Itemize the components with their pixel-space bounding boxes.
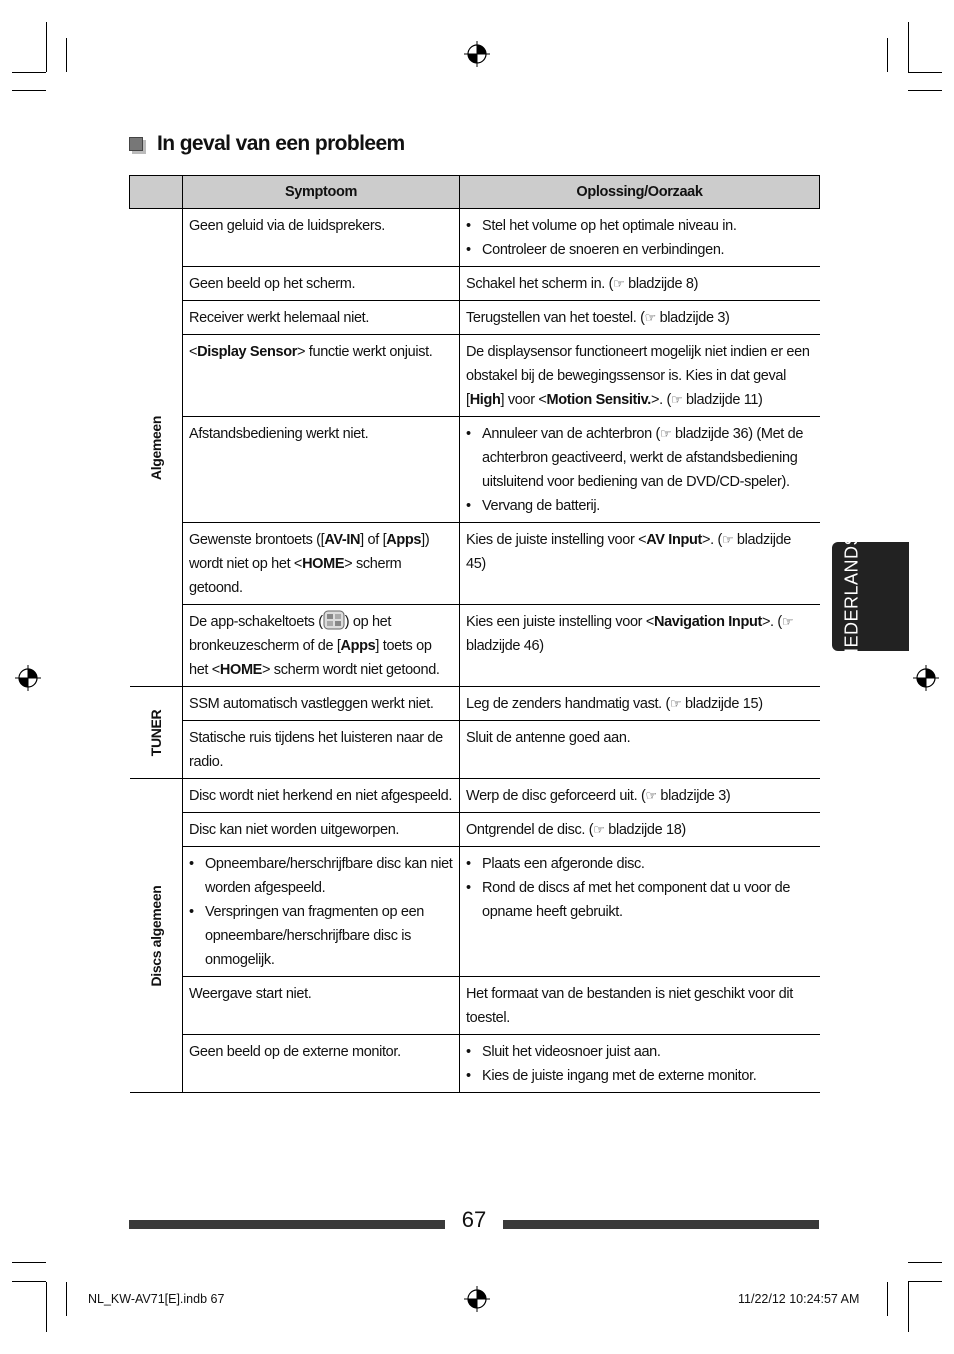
crop-mark (908, 72, 942, 73)
slug-timestamp: 11/22/12 10:24:57 AM (738, 1292, 860, 1306)
category-label: Discs algemeen (147, 885, 164, 986)
table-row (130, 417, 820, 523)
symptom-cell: SSM automatisch vastleggen werkt niet. (183, 687, 460, 721)
table-row (130, 209, 820, 267)
symptom-cell: Geen beeld op de externe monitor. (183, 1035, 460, 1093)
page-reference: bladzijde 45) (466, 532, 792, 572)
symptom-cell: Statische ruis tijdens het luisteren naar de radio. (183, 721, 460, 779)
registration-mark-icon (913, 665, 939, 691)
section-heading (129, 132, 405, 156)
page-reference: bladzijde 46) (466, 638, 544, 654)
symptom-cell (183, 605, 460, 687)
list-item: • Controleer de snoeren en verbindingen. (482, 238, 814, 262)
button-name: Apps (340, 638, 376, 654)
solution-text: Ontgrendel de disc. ( (466, 822, 594, 838)
table-row (130, 267, 820, 301)
solution-text: Schakel het scherm in. ( (466, 276, 614, 292)
crop-mark (46, 22, 47, 72)
page-reference-icon: ☞ (721, 532, 734, 547)
symptom-text: ] toets op het < (189, 638, 432, 678)
solution-text: Kies de juiste instelling voor < (466, 532, 647, 548)
table-row (130, 1035, 820, 1093)
list-item: • Opneembare/herschrijfbare disc kan niet worden afgespeeld. (205, 852, 453, 900)
symptom-text: ) op het bronkeuzescherm of de [ (189, 614, 392, 654)
category-general (130, 209, 183, 687)
registration-mark-icon (464, 1286, 490, 1312)
page-reference-icon: ☞ (593, 822, 605, 837)
language-tab-label (832, 532, 872, 661)
symptom-text: ]) wordt niet op het < (189, 532, 430, 572)
solution-text: >. ( (701, 532, 722, 548)
solution-text: Kies een juiste instelling voor < (466, 614, 654, 630)
category-label: Algemeen (147, 415, 164, 480)
table-row (130, 301, 820, 335)
page-reference: bladzijde 11) (682, 392, 763, 408)
registration-mark-icon (464, 41, 490, 67)
page-reference: bladzijde 3) (656, 788, 731, 804)
symptom-text: De app-schakeltoets ( (189, 614, 323, 630)
solution-text: De displaysensor functioneert mogelijk niet indien er een obstakel bij de bewegingssensor is. Kies in dat geval [ (466, 344, 810, 408)
solution-cell: Het formaat van de bestanden is niet geschikt voor dit toestel. (460, 977, 820, 1035)
setting-value: High (469, 392, 501, 408)
page-number: 67 (461, 1207, 487, 1232)
symptom-cell: Afstandsbediening werkt niet. (183, 417, 460, 523)
table-header-row (130, 176, 820, 209)
crop-mark (887, 38, 888, 72)
solution-cell (460, 1035, 820, 1093)
setting-name: Motion Sensitiv. (546, 392, 651, 408)
list-item: • Rond de discs af met het component dat u voor de opname heeft gebruikt. (482, 876, 814, 924)
table-corner (130, 176, 183, 209)
page-reference: bladzijde 18) (604, 822, 686, 838)
page-reference-icon: ☞ (613, 276, 625, 291)
page-reference-icon: ☞ (645, 788, 657, 803)
symptom-cell: Disc wordt niet herkend en niet afgespeeld. (183, 779, 460, 813)
page-reference-icon: ☞ (781, 614, 794, 629)
solution-cell (460, 335, 820, 417)
table-row (130, 605, 820, 687)
list-item: • Verspringen van fragmenten op een opneembare/herschrijfbare disc is onmogelijk. (205, 900, 453, 972)
solution-cell (460, 523, 820, 605)
symptom-text: > scherm getoond. (189, 556, 402, 596)
solution-cell (460, 687, 820, 721)
list-item: • Kies de juiste ingang met de externe monitor. (482, 1064, 814, 1088)
screen-name: HOME (302, 556, 345, 572)
section-title: In geval van een probleem (157, 132, 405, 155)
category-discs (130, 779, 183, 1093)
symptom-cell: Geen beeld op het scherm. (183, 267, 460, 301)
solution-text: Terugstellen van het toestel. ( (466, 310, 645, 326)
solution-cell (460, 267, 820, 301)
category-label: TUNER (147, 709, 164, 756)
page-reference-icon: ☞ (670, 696, 682, 711)
footer-bar-left (129, 1220, 445, 1229)
setting-name: Navigation Input (653, 614, 762, 630)
page-reference: bladzijde 8) (624, 276, 699, 292)
solution-text: Werp de disc geforceerd uit. ( (466, 788, 646, 804)
page-reference: bladzijde 15) (681, 696, 763, 712)
list-item: • Sluit het videosnoer juist aan. (482, 1040, 814, 1064)
crop-mark (908, 90, 942, 91)
crop-mark (12, 90, 46, 91)
page-reference-icon: ☞ (644, 310, 656, 325)
page-reference: bladzijde 3) (655, 310, 730, 326)
crop-mark (12, 72, 46, 73)
column-header-solution: Oplossing/Oorzaak (460, 176, 820, 209)
language-label: NEDERLANDS (841, 532, 862, 661)
table-row (130, 847, 820, 977)
crop-mark (12, 1281, 46, 1282)
solution-text: Leg de zenders handmatig vast. ( (466, 696, 671, 712)
button-name: Apps (386, 532, 422, 548)
troubleshooting-table (129, 175, 820, 1093)
symptom-cell: Geen geluid via de luidsprekers. (183, 209, 460, 267)
category-tuner (130, 687, 183, 779)
page-reference-icon: ☞ (670, 392, 683, 407)
solution-text: >. ( (650, 392, 671, 408)
screen-name: HOME (219, 662, 263, 678)
symptom-cell (183, 335, 460, 417)
symptom-text: > functie werkt onjuist. (297, 344, 433, 360)
crop-mark (908, 1262, 942, 1263)
symptom-text: < (189, 344, 198, 360)
symptom-text: > scherm wordt niet getoond. (262, 662, 440, 678)
solution-cell (460, 605, 820, 687)
crop-mark (908, 22, 909, 72)
solution-text: Annuleer van de achterbron ( (482, 426, 661, 442)
solution-cell (460, 417, 820, 523)
solution-cell (460, 813, 820, 847)
symptom-cell: Disc kan niet worden uitgeworpen. (183, 813, 460, 847)
slug-filename: NL_KW-AV71[E].indb 67 (88, 1292, 225, 1306)
button-name: AV-IN (324, 532, 361, 548)
setting-name: Display Sensor (197, 344, 297, 360)
list-item: • Plaats een afgeronde disc. (482, 852, 814, 876)
table-row (130, 335, 820, 417)
page-reference-icon: ☞ (660, 426, 672, 441)
footer-bar-right (503, 1220, 819, 1229)
table-row (130, 721, 820, 779)
table-row (130, 977, 820, 1035)
solution-text: ] voor < (500, 392, 547, 408)
crop-mark (46, 1282, 47, 1332)
crop-mark (908, 1281, 942, 1282)
app-switch-icon (323, 610, 345, 630)
symptom-cell: Weergave start niet. (183, 977, 460, 1035)
solution-cell (460, 779, 820, 813)
table-row (130, 779, 820, 813)
symptom-text: ] of [ (360, 532, 387, 548)
crop-mark (66, 1282, 67, 1316)
registration-mark-icon (15, 665, 41, 691)
crop-mark (12, 1262, 46, 1263)
symptom-cell (183, 847, 460, 977)
solution-text: >. ( (761, 614, 782, 630)
list-item (482, 422, 814, 494)
symptom-cell (183, 523, 460, 605)
crop-mark (887, 1282, 888, 1316)
solution-cell (460, 847, 820, 977)
solution-cell (460, 301, 820, 335)
table-row (130, 687, 820, 721)
solution-cell (460, 209, 820, 267)
list-item: • Vervang de batterij. (482, 494, 814, 518)
table-row (130, 523, 820, 605)
column-header-symptom: Symptoom (183, 176, 460, 209)
crop-mark (908, 1282, 909, 1332)
solution-cell: Sluit de antenne goed aan. (460, 721, 820, 779)
solution-text: bladzijde 36) (Met de achterbron geactiveerd, werkt de afstandsbediening uitsluitend voor bediening van de DVD/CD-speler). (482, 426, 804, 490)
crop-mark (66, 38, 67, 72)
list-item: • Stel het volume op het optimale niveau in. (482, 214, 814, 238)
symptom-text: Gewenste brontoets ([ (189, 532, 325, 548)
section-bullet-icon (129, 137, 143, 151)
setting-name: AV Input (646, 532, 702, 548)
table-row (130, 813, 820, 847)
symptom-cell: Receiver werkt helemaal niet. (183, 301, 460, 335)
